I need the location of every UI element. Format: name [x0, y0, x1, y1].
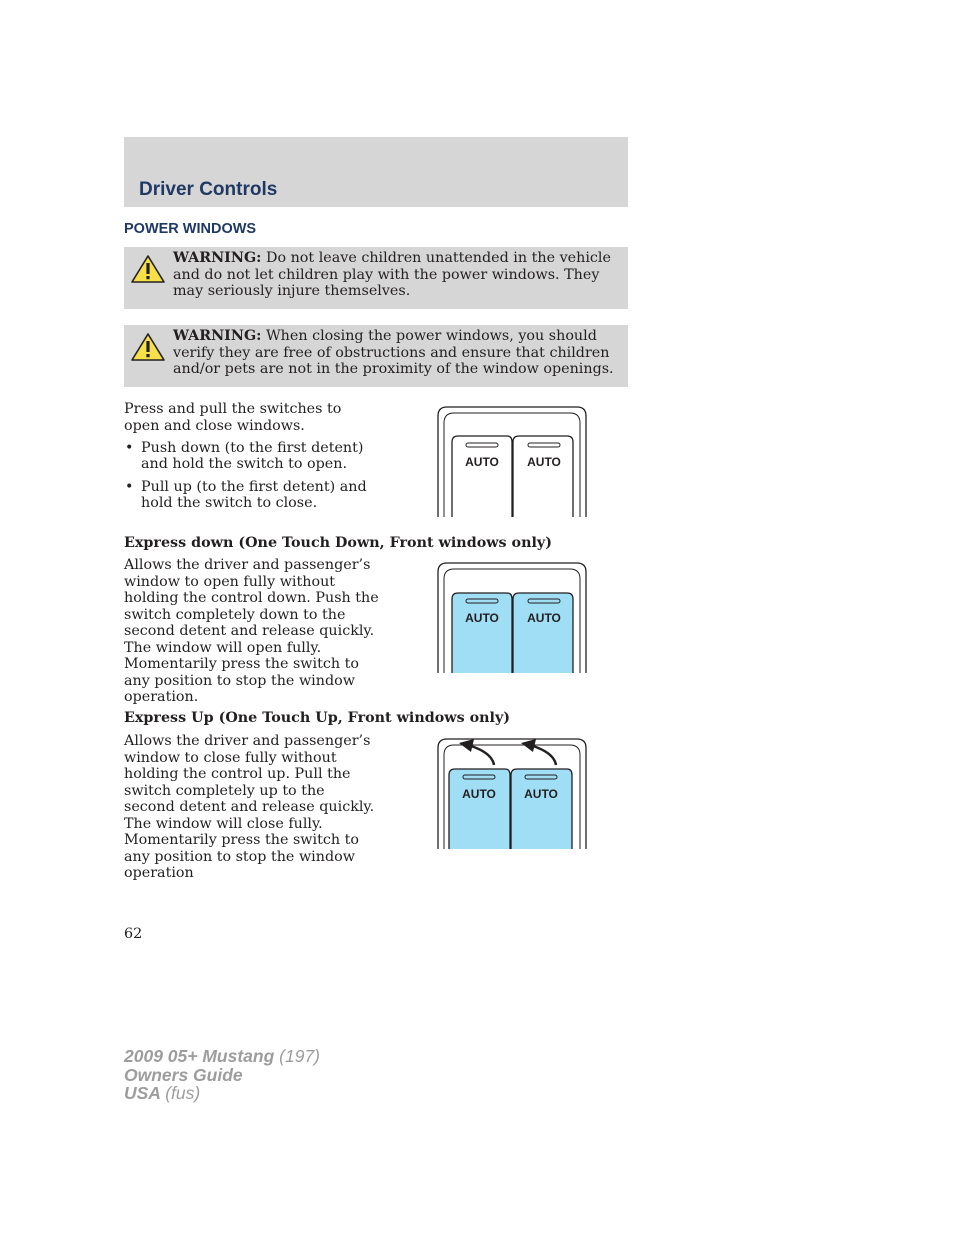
- auto-label: AUTO: [527, 455, 561, 469]
- express-down-paragraph: Allows the driver and passenger’s window to open fully without holding the control down. Push the switch completely down to the second detent and release quickly. The window will open fully. Momentarily press the switch to any position to stop the window operation.: [124, 557, 379, 705]
- footer-line-market: [124, 1084, 320, 1103]
- warning-triangle-icon: [130, 254, 166, 284]
- auto-label: AUTO: [465, 611, 499, 625]
- switch-diagram-express-down: [437, 562, 587, 674]
- warning-label: WARNING:: [173, 328, 262, 344]
- section-title: POWER WINDOWS: [124, 221, 257, 237]
- warning-text: When closing the power windows, you should verify they are free of obstructions and ensure that children and/or pets are not in the proximity of the window openings.: [173, 328, 614, 377]
- footer-model: 2009 05+ Mustang: [124, 1046, 275, 1066]
- window-switch-right: [513, 436, 573, 517]
- chapter-title: Driver Controls: [139, 179, 278, 200]
- auto-label: AUTO: [527, 611, 561, 625]
- pull-up-arrow-right-icon: [521, 739, 556, 765]
- auto-label: AUTO: [524, 787, 558, 801]
- footer-market-code: (fus): [165, 1083, 201, 1103]
- intro-bullet-list: [124, 440, 381, 518]
- warning-label: WARNING:: [173, 250, 262, 266]
- warning-box-children: [124, 247, 628, 309]
- switch-diagram-neutral: [437, 406, 587, 518]
- warning-text: Do not leave children unattended in the vehicle and do not let children play with the power windows. They may seriously injure themselves.: [173, 250, 611, 299]
- footer-line-guide: Owners Guide: [124, 1064, 243, 1085]
- window-switch-left: [452, 593, 512, 673]
- auto-label: AUTO: [465, 455, 499, 469]
- auto-label: AUTO: [462, 787, 496, 801]
- switch-diagram-express-up: [437, 738, 587, 850]
- footer-line-model: [124, 1047, 320, 1066]
- window-switch-left: [449, 769, 510, 849]
- warning-box-obstructions: [124, 325, 628, 387]
- express-up-paragraph: Allows the driver and passenger’s window to close fully without holding the control up. Pull the switch completely up to the second detent and release quickly. The window will close fully. Momentarily press the switch to any position to stop the window operation: [124, 733, 375, 881]
- warning-triangle-icon: [130, 332, 166, 362]
- list-item: • Pull up (to the first detent) and hold the switch to close.: [124, 479, 381, 511]
- window-switch-right: [513, 593, 573, 673]
- express-up-heading: Express Up (One Touch Up, Front windows only): [124, 710, 511, 726]
- list-item: • Push down (to the first detent) and hold the switch to open.: [124, 440, 381, 472]
- page-number: 62: [124, 926, 143, 942]
- document-footer: [124, 1047, 320, 1103]
- intro-paragraph: Press and pull the switches to open and close windows.: [124, 401, 342, 434]
- express-down-heading: Express down (One Touch Down, Front windows only): [124, 535, 552, 551]
- pull-up-arrow-left-icon: [459, 739, 494, 765]
- footer-market: USA: [124, 1083, 161, 1103]
- window-switch-right: [511, 769, 572, 849]
- window-switch-left: [452, 436, 512, 517]
- header-band: [124, 137, 628, 207]
- footer-model-code: (197): [279, 1046, 321, 1066]
